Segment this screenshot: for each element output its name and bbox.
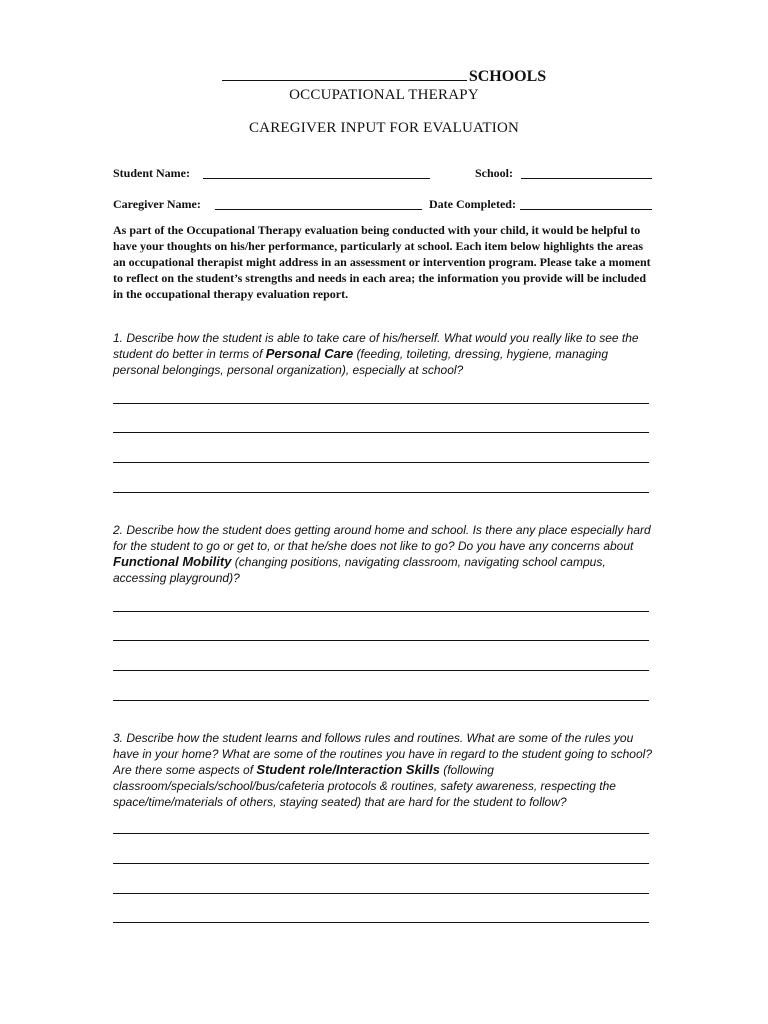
answer-3-line-2[interactable] bbox=[113, 863, 649, 864]
form-title: CAREGIVER INPUT FOR EVALUATION bbox=[248, 120, 520, 136]
question-1-text: 1. Describe how the student is able to take care of his/herself. What would you really like to see the student do better in terms of bbox=[113, 331, 639, 361]
question-1-emphasis: Personal Care bbox=[265, 346, 354, 361]
question-1 bbox=[113, 330, 653, 378]
question-2-text: 2. Describe how the student does getting around home and school. Is there any place especially hard for the student to go or get to, or that he/she does not like to go? Do you have any concerns about bbox=[113, 523, 651, 553]
answer-2-line-2[interactable] bbox=[113, 640, 649, 641]
question-3 bbox=[113, 730, 653, 810]
answer-1-line-3[interactable] bbox=[113, 462, 649, 463]
question-2-emphasis: Functional Mobility bbox=[113, 554, 232, 569]
question-3-text: 3. Describe how the student learns and follows rules and routines. What are some of the rules you have in your home? What are some of the routines you have in regard to the student going to school? Are there some aspects of bbox=[113, 731, 652, 777]
caregiver-info-row bbox=[113, 197, 653, 215]
answer-3-line-3[interactable] bbox=[113, 893, 649, 894]
schools-heading bbox=[0, 66, 768, 86]
school-field[interactable] bbox=[521, 166, 652, 179]
caregiver-name-field[interactable] bbox=[215, 197, 422, 210]
intro-paragraph: As part of the Occupational Therapy evaluation being conducted with your child, it would be helpful to have your thoughts on his/her performance, particularly at school. Each item below highlights the areas an occupational therapist might address in an assessment or intervention program. Please take a moment to reflect on the student’s strengths and needs in each area; the information you provide will be included in the occupational therapy evaluation report. bbox=[113, 223, 651, 301]
school-label: School: bbox=[475, 166, 514, 180]
schools-title: SCHOOLS bbox=[468, 68, 547, 85]
student-name-field[interactable] bbox=[203, 166, 430, 179]
answer-3-line-4[interactable] bbox=[113, 922, 649, 923]
question-2 bbox=[113, 522, 653, 586]
question-3-emphasis: Student role/Interaction Skills bbox=[256, 762, 440, 777]
question-3-text-end: (following classroom/specials/school/bus/cafeteria protocols & routines, safety awareness, respecting the space/time/materials of others, staying seated) that are hard for the student to follow? bbox=[113, 763, 616, 809]
answer-2-line-3[interactable] bbox=[113, 670, 649, 671]
answer-2-line-4[interactable] bbox=[113, 700, 649, 701]
question-1-text-end: (feeding, toileting, dressing, hygiene, managing personal belongings, personal organization), especially at school? bbox=[113, 347, 609, 377]
date-completed-label: Date Completed: bbox=[429, 197, 516, 211]
date-completed-field[interactable] bbox=[520, 197, 652, 210]
form-subtitle: OCCUPATIONAL THERAPY bbox=[289, 87, 479, 103]
student-info-row bbox=[113, 166, 653, 184]
student-name-label: Student Name: bbox=[113, 166, 190, 180]
answer-3-line-1[interactable] bbox=[113, 833, 649, 834]
school-name-blank[interactable] bbox=[222, 66, 467, 81]
answer-1-line-1[interactable] bbox=[113, 403, 649, 404]
answer-1-line-4[interactable] bbox=[113, 492, 649, 493]
caregiver-name-label: Caregiver Name: bbox=[113, 197, 201, 211]
answer-2-line-1[interactable] bbox=[113, 611, 649, 612]
question-2-text-end: (changing positions, navigating classroom, navigating school campus, accessing playground)? bbox=[113, 555, 606, 585]
answer-1-line-2[interactable] bbox=[113, 432, 649, 433]
